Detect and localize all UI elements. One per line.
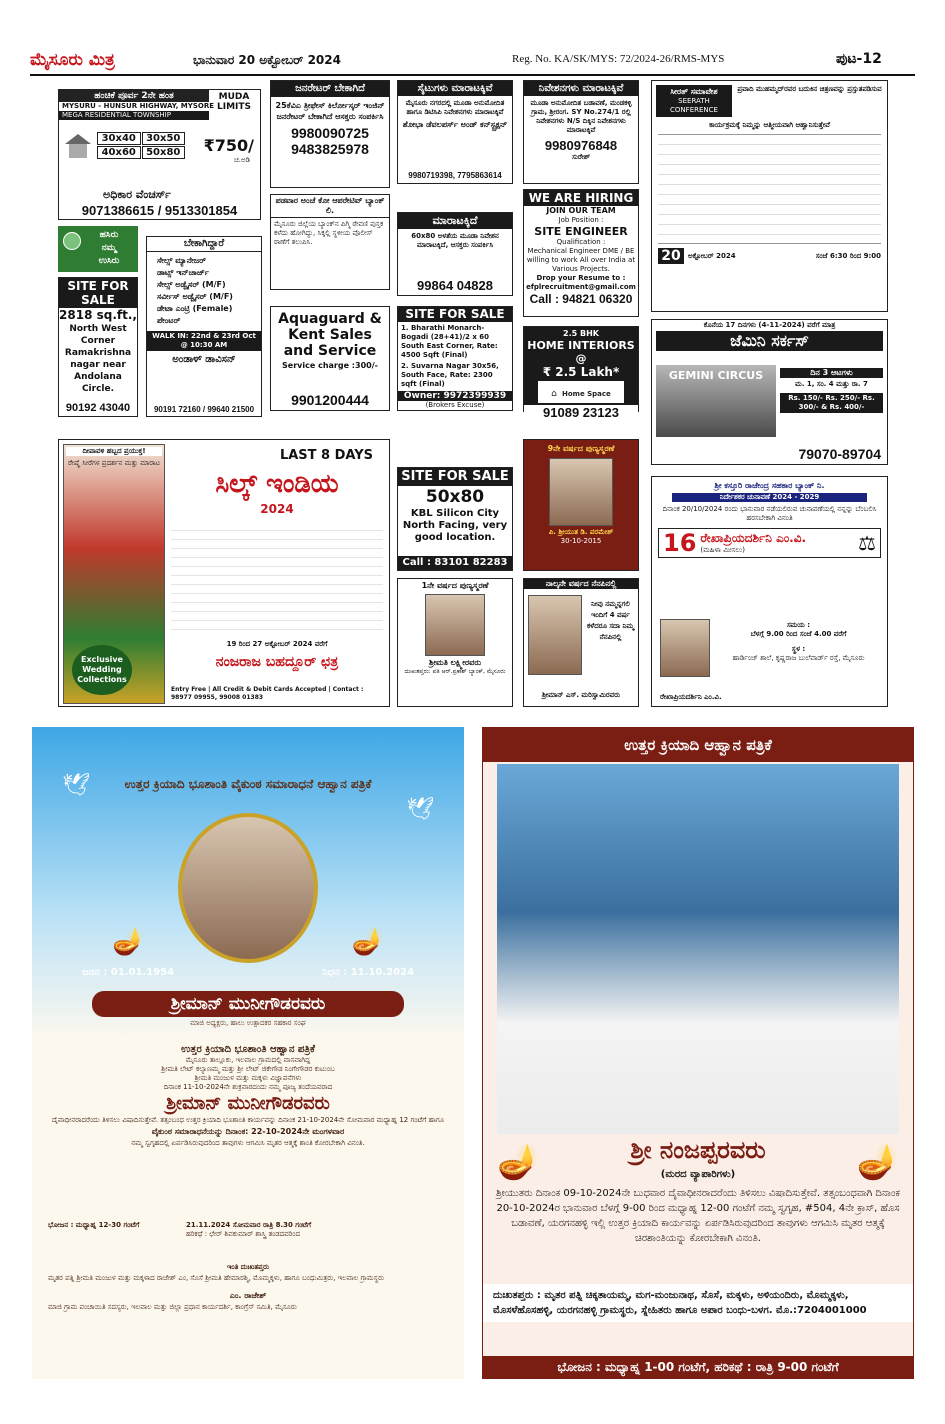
ad-silk-venue: ನಂಜರಾಜ ಬಹದ್ದೂರ್ ಛತ್ರ — [215, 654, 339, 670]
ad-site3-size: 50x80 — [425, 487, 485, 507]
ad-silk-brand: ಸಿಲ್ಕ್ ಇಂಡಿಯ — [215, 469, 339, 499]
left-obit-line7: ನಮ್ಮ ಸ್ವಗೃಹದಲ್ಲಿ ಏರ್ಪಡಿಸಿರುವುದರಿಂದ ತಾವುಗಳು ಆಗಮಿಸಿ ಮೃತರ ಆತ್ಮಕ್ಕೆ ಶಾಂತಿ ಕೋರಬೇಕಾಗಿ ವಿನಂತಿ. — [131, 1139, 365, 1147]
ad-sites-sale — [397, 80, 513, 184]
ad-green-line1: ಹಸಿರು — [99, 230, 119, 240]
ad-plots-body: ಮೂಡಾ ಅನುಮೋದಿತ ಬಡಾವಣೆ, ಮಂಡಕಳ್ಳಿ ಗ್ರಾಮ, ಶ್ರೀರಂಗ. SY No.274/1 ರಲ್ಲಿ ನಿವೇಶನಗಳು N/S ದಿಕ್ಕಿನ ನಿವೇಶನಗಳು ಮಾರಾಟಕ್ಕಿವೆ — [530, 99, 632, 134]
ad-silk-details — [171, 522, 383, 634]
ad-seerath-date-day: 20 — [658, 248, 684, 264]
bird-icon: 🕊 — [62, 773, 90, 798]
ad-bank-time-label: ಸಮಯ : — [786, 621, 811, 629]
ad-memorial-mariswamy — [523, 578, 639, 707]
ad-silk-dates: 19 ರಿಂದ 27 ಅಕ್ಟೋಬರ್ 2024 ವರೆಗೆ — [226, 640, 328, 648]
job-item: ಸೇಲ್ಸ್ ಮ್ಯಾನೇಜರ್ — [157, 256, 207, 265]
issue-date: ಭಾನುವಾರ 20 ಅಕ್ಟೋಬರ್ 2024 — [193, 53, 341, 67]
ad-seerath-subtitle: SEERATH CONFERENCE — [670, 97, 718, 114]
ad-plots-title: ನಿವೇಶನಗಳು ಮಾರಾಟಕ್ಕಿವೆ — [524, 81, 638, 96]
ad-memorial-lakshmi — [397, 578, 513, 707]
ad-seerath-line: ಪ್ರವಾದಿ ಮುಹಮ್ಮದ್‌ರವರ ಬದುಕಿನ ಚಿತ್ರಣವನ್ನು ಪ್ರಸ್ತುತಪಡಿಸುವ — [737, 85, 882, 93]
ad-layout-title: ಹಂಚಿಕೆ ಪೂರ್ವ 2ನೇ ಹಂತ — [59, 90, 209, 102]
ad-hiring-position: SITE ENGINEER — [534, 225, 628, 238]
plot-size: 50x80 — [142, 146, 186, 159]
ad-site2-item1: 1. Bharathi Monarch-Bogadi (28+41)/2 x 60 South East Corner, Rate: 4500 Sqft (Final) — [401, 324, 498, 359]
ad-layout-muda: MUDA LIMITS — [216, 92, 251, 112]
ad-sites-sale-body: ಮೈಸೂರು ನಗರದಲ್ಲಿ ಮೂಡಾ ಅನುಮೋದಿತ ಹಾಗೂ ಡಿಟಿಸಿಪಿ ನಿವೇಶನಗಳು ಮಾರಾಟಕ್ಕಿವೆ — [405, 99, 505, 116]
right-obit-banner: ಉತ್ತರ ಕ್ರಿಯಾದಿ ಆಹ್ವಾನ ಪತ್ರಿಕೆ — [483, 728, 913, 762]
ad-seerath-time: ಸಂಜೆ 6:30 ರಿಂದ 9:00 — [815, 251, 881, 260]
ad-memorial3-name: ಶ್ರೀಮಾನ್ ಎಸ್. ಮರಿಸ್ವಾಮಿರವರು — [541, 691, 621, 699]
left-obit-heading: ಉತ್ತರ ಕ್ರಿಯಾದಿ ಭೂಶಾಂತಿ ಆಹ್ವಾನ ಪತ್ರಿಕೆ — [181, 1044, 315, 1055]
left-obit-banner: ಉತ್ತರ ಕ್ರಿಯಾದಿ ಭೂಶಾಂತಿ ವೈಕುಂಠ ಸಮಾರಾಧನೆ ಆಹ್ವಾನ ಪತ್ರಿಕೆ — [124, 777, 372, 791]
ad-interiors-brand: Home Space — [561, 390, 611, 398]
obituary-munigowda — [32, 727, 464, 1379]
ad-seerath-date-month: ಅಕ್ಟೋಬರ್ 2024 — [688, 251, 736, 260]
ad-hiring-title: WE ARE HIRING — [524, 190, 638, 206]
ad-site3-title: SITE FOR SALE — [398, 468, 512, 486]
left-obit-line2: ಶ್ರೀಮತಿ ಲೇಟ್ ಕಲ್ಯಾಣಮ್ಮ ಮತ್ತು ಶ್ರೀ ಲೇಟ್ ಜಿಕೇಗೌಡ ನಿಂಗೇಗೌಡರ ಕುಟುಂಬ — [161, 1065, 335, 1073]
ad-circus-shows: ಮ. 1, ಸಂ. 4 ಮತ್ತು ರಾ. 7 — [795, 380, 868, 388]
left-obit-mourners: ಮೃತರ ಪತ್ನಿ ಶ್ರೀಮತಿ ಮಂಜುಳ ಮತ್ತು ಮಕ್ಕಳಾದ ರಾಜೇಶ್ ಎಂ, ಸೊಸೆ ಶ್ರೀಮತಿ ಹೇಮಾರಶ್ಮಿ, ಮೊಮ್ಮಕ್ಕಳು, ಹಾಗೂ ಬಂಧುಮಿತ್ರರು, ಇಲವಾಲ ಗ್ರಾಮಸ್ಥರು — [48, 1274, 385, 1282]
obituary-nanjappa — [482, 727, 914, 1379]
left-obit-role: ಮಾಜಿ ಅಧ್ಯಕ್ಷರು, ಹಾಲು ಉತ್ಪಾದಕರ ಸಹಕಾರ ಸಂಘ — [190, 1019, 306, 1027]
left-obit-born: ಜನನ : 01.01.1954 — [82, 967, 175, 978]
house-icon — [63, 132, 93, 160]
ad-green-line3: ಉಸಿರು — [98, 256, 120, 266]
ad-seerath-invite: ಕಾರ್ಯಕ್ರಮಕ್ಕೆ ನಿಮ್ಮನ್ನು ಆತ್ಮೀಯವಾಗಿ ಆಹ್ವಾನಿಸುತ್ತೇವೆ — [709, 121, 830, 129]
ad-bank-category: (ಮಹಿಳಾ ಮೀಸಲು) — [700, 546, 746, 554]
right-obit-meal: ಭೋಜನ : ಮಧ್ಯಾಹ್ನ 1-00 ಗಂಟೆಗೆ, ಹರಿಕಥೆ : ರಾತ್ರಿ 9-00 ಗಂಟೆಗೆ — [483, 1356, 913, 1378]
ad-memorial1-title: 9ನೇ ವರ್ಷದ ಪುಣ್ಯಸ್ಮರಣೆ — [547, 444, 615, 453]
ad-gemini-circus — [651, 319, 888, 465]
ad-layout-township: MEGA RESIDENTIAL TOWNSHIP — [59, 111, 209, 120]
ad-seerath-speakers — [658, 134, 881, 244]
ad-silk-model-photo — [63, 444, 165, 704]
ad-layout-phones: 9071386615 / 9513301854 — [81, 203, 238, 218]
ad-silk-sub: ರೇಷ್ಮೆ ಸೀರೆಗಳ ಪ್ರದರ್ಶನ ಮತ್ತು ಮಾರಾಟ — [68, 459, 160, 467]
left-obit-meal: ಭೋಜನ : ಮಧ್ಯಾಹ್ನ 12-30 ಗಂಟೆಗೆ — [48, 1221, 140, 1229]
job-item: ಪೇಂಟರ್ — [157, 316, 181, 325]
ad-silk-india — [58, 439, 390, 707]
ad-interiors-price: ₹ 2.5 Lakh* — [542, 365, 620, 379]
ad-bank-title: ಶ್ರೀ ಕಸ್ತೂರಿ ರಾಜೇಂದ್ರ ಸಹಕಾರ ಬ್ಯಾಂಕ್ ನಿ. — [714, 481, 825, 490]
left-obit-katha-date: 21.11.2024 ಸೋಮವಾರ ರಾತ್ರಿ 8.30 ಗಂಟೆಗೆ — [186, 1221, 312, 1229]
left-obit-line1: ಮೈಸೂರು ತಾಲ್ಲೂಕು, ಇಲವಾಲ ಗ್ರಾಮದಲ್ಲಿ ವಾಸವಾಗಿದ್ದ — [185, 1056, 311, 1064]
ad-bank-band: ನಿರ್ದೇಶಕರ ಚುನಾವಣೆ 2024 - 2029 — [672, 493, 867, 502]
plot-size: 30x40 — [97, 132, 141, 145]
ad-plots-name: ಸುರೇಶ್ — [571, 153, 591, 161]
home-icon: ⌂ — [551, 389, 557, 399]
ad-circus-rates: Rs. 150/- Rs. 250/- Rs. 300/- & Rs. 400/- — [780, 393, 883, 413]
ad-bank-number: 16 — [663, 529, 697, 557]
ad-memorial3-text: ನೀವು ನಮ್ಮನ್ನಗಲಿ ಇಂದಿಗೆ 4 ವರ್ಷ ಕಳೆದರೂ ಸದಾ ನಿಮ್ಮ ನೆನಪಿನಲ್ಲಿ — [586, 600, 634, 641]
ad-memorial1-date: 30-10-2015 — [560, 537, 602, 545]
ad-wanted-company: ಅಂಡಾಳ್ ಡಾವಿಸನ್ — [172, 354, 236, 365]
ad-wanted-walkin: WALK IN: 22nd & 23rd Oct @ 10:30 AM — [147, 331, 261, 351]
ad-memorial3-photo — [528, 595, 582, 675]
ad-aquaguard-phone: 9901200444 — [291, 392, 369, 408]
ad-bank-candidate: ರೇಖಾಪ್ರಿಯದರ್ಶಿನಿ ಎಂ.ವಿ. — [700, 531, 807, 545]
lamp-icon: 🪔 — [351, 927, 384, 957]
lamp-icon: 🪔 — [856, 1142, 899, 1182]
ad-memorial2-title: 1ನೇ ವರ್ಷದ ಪುಣ್ಯಸ್ಮರಣೆ — [421, 581, 489, 590]
ad-hiring — [523, 189, 639, 317]
ad-sale — [397, 212, 513, 296]
ad-layout-rate-note: ಚ.ಅಡಿ — [233, 156, 250, 164]
ad-sites-sale-phones: 9980719398, 7795863614 — [408, 171, 502, 180]
ad-hiring-travel: willing to work All over India at Various Projects. — [526, 256, 636, 273]
job-item: ಸೇಲ್ಸ್ ಅಡ್ವೈಸರ್ (M/F) — [157, 280, 226, 289]
ad-generator-body: 25ಕೆವಿಎ ತ್ರೀಫೇಸ್ ಕಿರ್ಲೋಸ್ಕರ್ ಇಂಜಿನ್ ಜನರೇಟರ್ ಬೇಕಾಗಿದೆ ಆಸಕ್ತರು ಸಂಪರ್ಕಿಸಿ — [275, 101, 385, 121]
ad-site2-owner: Owner: 9972399939 — [398, 391, 512, 401]
ad-memorial-paramesh — [523, 439, 639, 571]
right-obit-role: (ಮರದ ವ್ಯಾಪಾರಿಗಳು) — [660, 1169, 736, 1180]
job-item: ಸರ್ವೀಸ್ ಅಡ್ವೈಸರ್ (M/F) — [157, 292, 233, 301]
ad-memorial1-photo — [549, 458, 613, 526]
ad-silk-tag: ದೀಪಾವಳಿ ಹಬ್ಬದ ಪ್ರಯುಕ್ತ! — [66, 447, 162, 456]
right-obit-mourners: ದುಃಖತಪ್ತರು : ಮೃತರ ಪತ್ನಿ ಚಿಕ್ಕತಾಯಮ್ಮ, ಮಗ-ಮಂಜುನಾಥ, ಸೊಸೆ, ಮಕ್ಕಳು, ಅಳಿಯಂದಿರು, ಮೊಮ್ಮಕ್ಕಳು, ಮೊಸಳೆಹೊಸಹಳ್ಳಿ, ಯರಗನಹಳ್ಳಿ ಗ್ರಾಮಸ್ಥರು, ಸ್ನೇಹಿತರು ಹಾಗೂ ಅಪಾರ ಬಂಧು-ಬಳಗ. ಮೊ.:7204001000 — [483, 1284, 913, 1322]
ad-silk-footer: Entry Free | All Credit & Debit Cards Accepted | Contact : 98977 09955, 99008 01383 — [171, 686, 364, 701]
ad-circus-phone: 79070-89704 — [798, 446, 881, 462]
ad-site3-phone: Call : 83101 82283 — [398, 556, 512, 570]
right-obit-photo — [497, 764, 899, 1134]
ad-bank-time: ಬೆಳಗ್ಗೆ 9.00 ರಿಂದ ಸಂಜೆ 4.00 ವರೆಗೆ — [750, 630, 847, 638]
ad-circus-photo — [656, 365, 776, 437]
ad-site1-desc: North West Corner Ramakrishna nagar near Andolana Circle. — [64, 324, 132, 394]
ad-hiring-call: Call : — [529, 292, 559, 306]
ad-seerath-title: ಸೀರತ್ ಸಮಾವೇಶ — [670, 87, 718, 96]
ad-interiors-title: HOME INTERIORS @ — [527, 339, 635, 365]
left-obit-line4: ದಿನಾಂಕ 11-10-2024ನೇ ಶುಕ್ರವಾರದಂದು ನಮ್ಮ ಪೂಜ್ಯ ತಂದೆಯವರಾದ — [163, 1083, 333, 1091]
registration-number: Reg. No. KA/SK/MYS: 72/2024-26/RMS-MYS — [512, 53, 725, 65]
ad-interiors-brand-box — [538, 381, 624, 403]
masthead: ಮೈಸೂರು ಮಿತ್ರ — [30, 50, 115, 70]
ad-bank-election — [651, 476, 888, 707]
left-obit-katha: ಹರಿಕಥೆ : ಛೇರ್ ಶಿವಕುಮಾರ್ ಶಾಸ್ತ್ರಿ ತಂಡದವರಿಂದ — [186, 1230, 301, 1238]
ad-memorial2-note: ದುಃಖತಪ್ತರು: ಪತಿ ಆರ್.ಪ್ರಕಾಶ್ ಬ್ಯಾಂಕ್, ಮೈಸೂರು — [404, 668, 506, 675]
ad-layout-agency: ಅಧಿಕಾರ ವೆಂಚರ್ಸ್ — [103, 188, 171, 201]
right-obit-name: ಶ್ರೀ ನಂಜಪ್ಪರವರು — [630, 1136, 766, 1164]
ad-site1-size: 2818 sq.ft., — [59, 308, 137, 322]
left-obit-photo — [178, 813, 318, 963]
ad-interiors-phone: 91089 23123 — [524, 405, 638, 420]
ad-generator-phone2: 9483825978 — [291, 141, 369, 157]
ad-aquaguard — [270, 306, 390, 411]
header-rule — [30, 74, 915, 76]
ad-interiors-bhk: 2.5 BHK — [563, 329, 599, 338]
ad-layout-rate: ₹750/ — [203, 136, 254, 155]
ad-hiring-position-label: Job Position : — [558, 216, 604, 224]
ad-sale-phone: 99864 04828 — [417, 278, 493, 293]
ad-hiring-join: JOIN OUR TEAM — [546, 206, 616, 215]
ad-site-for-sale-3 — [397, 467, 513, 571]
ad-hiring-email: efplrecruitment@gmail.com — [526, 283, 636, 291]
ad-site1-title: SITE FOR SALE — [59, 278, 137, 308]
ad-notice-body: ಮೈಸೂರು ಜಿಲ್ಲೆಯ ಬ್ಯಾಂಕ್‌ನ ಪಿಗ್ಮಿ ಠೇವಣಿ ಪುಸ್ತಕ ಕಳೆದು ಹೋಗಿದ್ದು, ಸಿಕ್ಕಲ್ಲಿ ಸ್ಥಳೀಯ ಪೊಲೀಸ್ ಠಾಣೆಗೆ ತಲುಪಿಸಿ. — [274, 220, 384, 246]
ad-wanted — [146, 236, 262, 417]
ad-silk-year: 2024 — [260, 502, 294, 516]
scales-icon: ⚖ — [858, 531, 876, 555]
globe-icon — [63, 232, 81, 250]
ad-memorial3-title: ನಾಲ್ಕನೇ ವರ್ಷದ ನೆನಪಿನಲ್ಲಿ — [524, 579, 638, 589]
left-obit-name2: ಶ್ರೀಮಾನ್ ಮುನೀಗೌಡರವರು — [166, 1093, 330, 1114]
ad-memorial1-name: ಪಿ. ಶ್ರೀಯುತ ಡಿ. ಪರಮೇಶ್ — [548, 528, 614, 536]
ad-site2-item2: 2. Suvarna Nagar 30x56, South Face, Rate: 2300 sqft (Final) — [401, 362, 499, 388]
ad-site-for-sale-2 — [397, 306, 513, 411]
ad-wanted-phones: 90191 72160 / 99640 21500 — [153, 405, 255, 414]
ad-hiring-qual-label: Qualification : — [556, 238, 606, 246]
ad-aquaguard-title: Aquaguard & Kent Sales and Service — [278, 311, 382, 359]
left-obit-sign: ಎಂ. ರಾಜೇಶ್ — [229, 1291, 267, 1300]
left-obit-died: ನಿಧನ : 11.10.2024 — [322, 967, 414, 978]
left-obit-line5: ದೈವಾಧೀನರಾದರೆಂದು ತಿಳಿಸಲು ವಿಷಾದಿಸುತ್ತೇವೆ. ತತ್ಸಂಬಂಧ ಉತ್ತರ ಕ್ರಿಯಾದಿ ಭೂಶಾಂತಿ ಕಾರ್ಯವನ್ನು ದಿನಾಂಕ 21-10-2024ನೇ ಸೋಮವಾರ ಮಧ್ಯಾಹ್ನ 12 ಗಂಟೆಗೆ ಹಾಗೂ — [51, 1116, 445, 1124]
ad-circus-english: GEMINI CIRCUS — [668, 369, 764, 382]
left-obit-line3: ಶ್ರೀಮತಿ ಮಂಜುಳ ಮತ್ತು ಮಕ್ಕಳು ವಿಜ್ಞಾಪನೆಗಳು — [194, 1074, 302, 1082]
ad-site-for-sale-1 — [58, 277, 138, 417]
left-obit-name: ಶ್ರೀಮಾನ್ ಮುನೀಗೌಡರವರು — [92, 991, 404, 1017]
job-item: ಡೇಟಾ ಎಂಟ್ರಿ (Female) — [157, 304, 233, 313]
ad-plots — [523, 80, 639, 184]
ad-bank-candidate-photo — [660, 619, 710, 677]
ad-generator-title: ಜನರೇಟರ್ ಬೇಕಾಗಿದೆ — [271, 81, 389, 97]
plot-size: 30x50 — [142, 132, 186, 145]
left-obit-line6: ವೈಕುಂಠ ಸಮಾರಾಧನೆಯನ್ನು ದಿನಾಂಕ: 22-10-2024ನೇ ಮಂಗಳವಾರ — [151, 1127, 345, 1136]
ad-silk-wedding: Exclusive Wedding Collections — [72, 645, 132, 695]
ad-sale-title: ಮಾರಾಟಕ್ಕಿದೆ — [398, 213, 512, 229]
ad-site2-title: SITE FOR SALE — [398, 307, 512, 322]
page-number: ಪುಟ-12 — [836, 51, 882, 67]
ad-circus-title: ಜೆಮಿನಿ ಸರ್ಕಸ್ — [656, 331, 883, 351]
ad-wanted-title: ಬೇಕಾಗಿದ್ದಾರೆ — [147, 237, 261, 252]
plot-size: 40x60 — [97, 146, 141, 159]
ad-memorial2-name: ಶ್ರೀಮತಿ ಲಕ್ಷ್ಮೀರವರು — [428, 658, 482, 667]
ad-layout-plots — [58, 89, 261, 220]
job-item: ಡಾಟ್ಸ್ ಇನ್‌ಚಾರ್ಜ್ — [157, 268, 209, 277]
lamp-icon: 🪔 — [112, 927, 145, 957]
ad-site1-phone: 90192 43040 — [65, 402, 131, 414]
ad-circus-shows-label: ದಿನ 3 ಆಟಗಳು — [780, 368, 883, 378]
ad-sites-sale-title: ಸೈಟುಗಳು ಮಾರಾಟಕ್ಕಿವೆ — [398, 81, 512, 96]
ad-aquaguard-charge: Service charge :300/- — [282, 361, 378, 370]
ad-green-line2: ನಮ್ಮ — [101, 243, 117, 253]
ad-memorial2-photo — [425, 594, 485, 656]
right-obit-body: ಶ್ರೀಯುತರು ದಿನಾಂಕ 09-10-2024ನೇ ಬುಧವಾರ ದೈವಾಧೀನರಾದರೆಂದು ತಿಳಿಸಲು ವಿಷಾದಿಸುತ್ತೇವೆ. ತತ್ಸಂಬಂಧವಾಗಿ ದಿನಾಂಕ 20-10-2024ರ ಭಾನುವಾರ ಬೆಳಗ್ಗೆ 9-00 ರಿಂದ ಮಧ್ಯಾಹ್ನ 12-00 ಗಂಟೆಗೆ ನಮ್ಮ ಸ್ವಗೃಹ, #504, 4ನೇ ಕ್ರಾಸ್, ಹೊಸ ಬಡಾವಣೆ, ಯರಗನಹಳ್ಳಿ ಇಲ್ಲಿ ಉತ್ತರ ಕ್ರಿಯಾದಿ ಕಾರ್ಯವನ್ನು ಏರ್ಪಡಿಸಿರುವುದರಿಂದ ತಾವುಗಳು ಆಗಮಿಸಿ ಮೃತರ ಆತ್ಮಕ್ಕೆ ಚಿರಶಾಂತಿಯನ್ನು ಕೋರಬೇಕಾಗಿ ವಿನಂತಿ. — [496, 1188, 900, 1244]
ad-notice — [270, 194, 390, 290]
ad-notice-title: ಪಡವಾರ ಅಂಚೆ ಕೋ ಆಪರೇಟಿವ್ ಬ್ಯಾಂಕ್ ಲಿ. — [271, 195, 389, 218]
left-obit-sign-note: ಮಾಜಿ ಗ್ರಾಮ ಪಂಚಾಯಿತಿ ಸದಸ್ಯರು, ಇಲವಾಲ ಮತ್ತು ಜಿಲ್ಲಾ ಪ್ರಧಾನ ಕಾರ್ಯದರ್ಶಿ, ಕಾಂಗ್ರೆಸ್ ಸಮಿತಿ, ಮೈಸೂರು — [48, 1303, 297, 1311]
bird-icon: 🕊 — [406, 797, 434, 822]
ad-plots-phone: 9980976848 — [544, 138, 618, 153]
ad-bank-place: ಹಾರ್ಡಿಂಜ್ ಶಾಲೆ, ಕೃಷ್ಣರಾಜ ಬುಲೆವಾರ್ಡ್ ರಸ್ತೆ, ಮೈಸೂರು — [732, 654, 865, 662]
ad-bank-footer: ರೇಖಾಪ್ರಿಯದರ್ಶಿನಿ ಎಂ.ವಿ. — [660, 693, 722, 701]
ad-bank-body: ದಿನಾಂಕ 20/10/2024 ರಂದು ಭಾನುವಾರ ನಡೆಯಲಿರುವ ಚುನಾವಣೆಯಲ್ಲಿ ನನ್ನನ್ನು ಬೆಂಬಲಿಸಿ ಹರಸಬೇಕಾಗಿ ವಿನಂತಿ — [662, 505, 877, 522]
ad-home-interiors — [523, 326, 639, 420]
ad-bank-place-label: ಸ್ಥಳ : — [791, 645, 806, 653]
ad-generator — [270, 80, 390, 188]
ad-seerath-conference — [651, 80, 888, 312]
lamp-icon: 🪔 — [497, 1142, 540, 1182]
ad-circus-top: ಕೊನೆಯ 17 ದಿನಗಳು (4-11-2024) ವರೆಗೆ ಮಾತ್ರ — [703, 321, 836, 329]
ad-hiring-resume: Drop your Resume to : — [536, 274, 626, 282]
ad-silk-last: LAST 8 DAYS — [279, 448, 373, 463]
ad-layout-highway: MYSURU - HUNSUR HIGHWAY, MYSORE — [62, 102, 214, 110]
ad-site2-note: (Brokers Excuse) — [425, 401, 485, 409]
ad-wanted-list — [147, 252, 261, 327]
ad-hiring-phone: 94821 06320 — [562, 292, 633, 306]
ad-generator-phone1: 9980090725 — [291, 125, 369, 141]
left-obit-mourners-title: ಇಂತಿ ದುಃಖತಪ್ತರು — [226, 1263, 270, 1271]
ad-sale-body: 60x80 ಅಳತೆಯ ಮೂಡಾ ನಿವೇಶನ ಮಾರಾಟಕ್ಕಿದೆ, ಆಸಕ್ತರು ಸಂಪರ್ಕಿಸಿ — [411, 232, 499, 249]
ad-sites-sale-agency: ಶೋಭಾ ಡೆವಲಪರ್ಸ್ ಅಂಡ್ ಕನ್‌ಸ್ಟ್ರಕ್ಷನ್ — [402, 120, 508, 129]
ad-site3-desc: KBL Silicon City North Facing, very good location. — [402, 508, 508, 543]
ad-green — [58, 226, 138, 272]
ad-hiring-qual: Mechanical Engineer DME / BE — [527, 247, 635, 255]
